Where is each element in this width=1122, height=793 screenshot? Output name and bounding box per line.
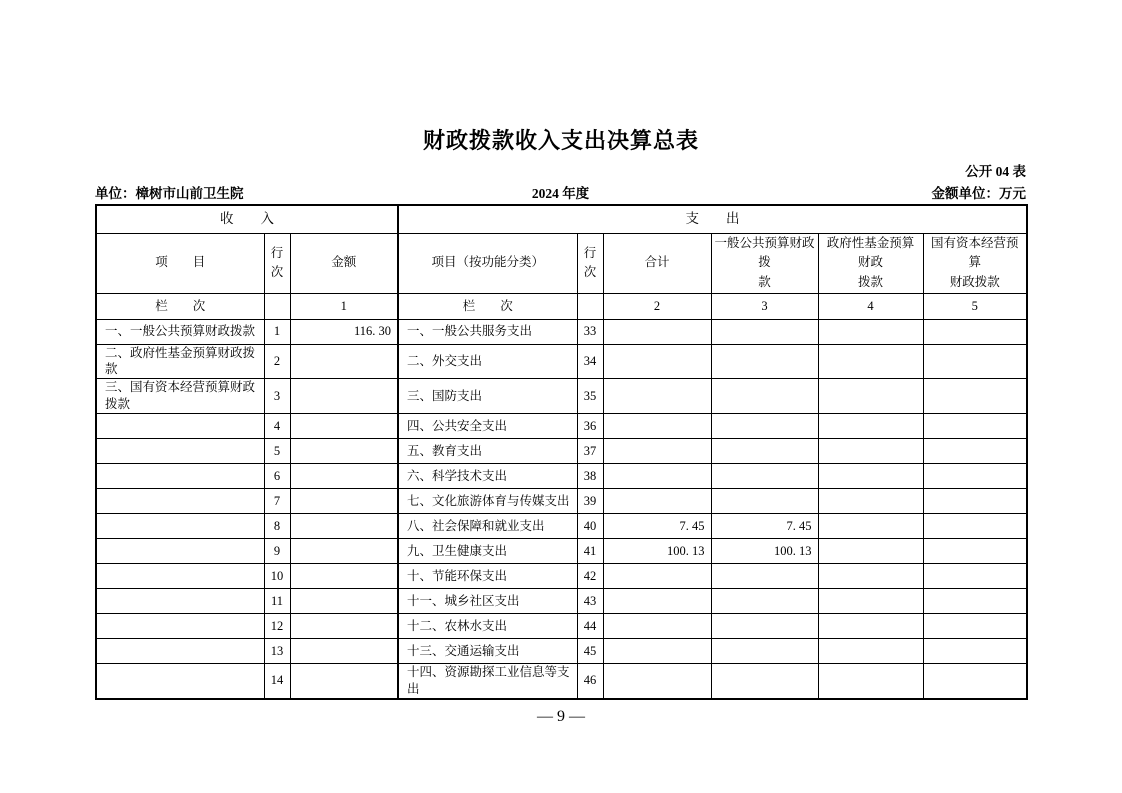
table-row [96,639,1027,664]
expense-item-cell: 七、文化旅游体育与传媒支出 [398,489,577,514]
expense-item-cell: 九、卫生健康支出 [398,539,577,564]
amount-cell [290,514,398,539]
table-row [96,514,1027,539]
state-capital-cell [923,379,1027,414]
expense-item-cell: 十、节能环保支出 [398,564,577,589]
income-rowno-cell: 14 [264,664,290,699]
income-rowno-cell: 5 [264,439,290,464]
expense-rowno-cell: 34 [577,344,603,379]
income-item-cell: 一、一般公共预算财政拨款 [96,319,264,344]
income-rowno-cell: 12 [264,614,290,639]
col-header-gov-fund: 政府性基金预算财政 拨款 [818,233,923,293]
col-header-expense-row-no: 行 次 [577,233,603,293]
total-cell [603,589,711,614]
general-public-cell [711,414,818,439]
amount-unit-label: 金额单位：万元 [931,186,1026,201]
expense-rowno-cell: 35 [577,379,603,414]
general-public-cell [711,639,818,664]
total-cell [603,344,711,379]
income-rowno-cell: 6 [264,464,290,489]
amount-cell: 116. 30 [290,319,398,344]
general-public-cell [711,614,818,639]
col-header-total: 合计 [603,233,711,293]
column-header-row [96,233,1027,293]
income-item-cell [96,539,264,564]
expense-item-cell: 三、国防支出 [398,379,577,414]
gov-fund-cell [818,414,923,439]
gov-fund-cell [818,639,923,664]
gov-fund-cell [818,589,923,614]
income-rowno-cell: 13 [264,639,290,664]
income-item-cell [96,439,264,464]
income-item-cell [96,464,264,489]
general-public-cell: 100. 13 [711,539,818,564]
income-rowno-cell: 9 [264,539,290,564]
income-item-cell [96,589,264,614]
column-index-4: 4 [818,293,923,319]
total-cell [603,614,711,639]
state-capital-cell [923,319,1027,344]
amount-cell [290,589,398,614]
state-capital-cell [923,639,1027,664]
state-capital-cell [923,464,1027,489]
state-capital-cell [923,664,1027,699]
income-rowno-cell: 10 [264,564,290,589]
table-row [96,539,1027,564]
gov-fund-cell [818,664,923,699]
expense-rowno-cell: 39 [577,489,603,514]
table-row [96,489,1027,514]
unit-label: 单位：樟树市山前卫生院 [95,186,244,201]
income-item-cell [96,639,264,664]
expense-item-cell: 十四、资源勘探工业信息等支出 [398,664,577,699]
income-index-label: 栏 次 [96,293,264,319]
expense-item-cell: 十三、交通运输支出 [398,639,577,664]
amount-cell [290,414,398,439]
amount-cell [290,539,398,564]
state-capital-cell [923,514,1027,539]
expense-rowno-cell: 41 [577,539,603,564]
col-header-income-row-no: 行 次 [264,233,290,293]
amount-cell [290,439,398,464]
total-cell [603,319,711,344]
total-cell [603,439,711,464]
expense-index-label: 栏 次 [398,293,577,319]
expense-rowno-cell: 45 [577,639,603,664]
expense-item-cell: 六、科学技术支出 [398,464,577,489]
expense-item-cell: 二、外交支出 [398,344,577,379]
gov-fund-cell [818,539,923,564]
table-row [96,614,1027,639]
total-cell: 100. 13 [603,539,711,564]
income-item-cell [96,564,264,589]
income-rowno-cell: 4 [264,414,290,439]
column-index-5: 5 [923,293,1027,319]
table-row [96,439,1027,464]
general-public-cell [711,379,818,414]
general-public-cell [711,589,818,614]
table-row [96,379,1027,414]
column-index-3: 3 [711,293,818,319]
expense-rowno-cell: 33 [577,319,603,344]
table-row [96,564,1027,589]
col-header-amount: 金额 [290,233,398,293]
gov-fund-cell [818,379,923,414]
expense-rowno-cell: 44 [577,614,603,639]
income-item-cell [96,414,264,439]
expense-item-cell: 八、社会保障和就业支出 [398,514,577,539]
expense-item-cell: 十二、农林水支出 [398,614,577,639]
amount-cell [290,379,398,414]
general-public-cell [711,489,818,514]
state-capital-cell [923,539,1027,564]
column-index-2: 2 [603,293,711,319]
gov-fund-cell [818,514,923,539]
gov-fund-cell [818,344,923,379]
amount-cell [290,464,398,489]
expense-item-cell: 五、教育支出 [398,439,577,464]
total-cell [603,414,711,439]
income-rowno-cell: 7 [264,489,290,514]
total-cell [603,464,711,489]
column-index-row [96,293,1027,319]
col-header-income-item: 项 目 [96,233,264,293]
table-row [96,414,1027,439]
total-cell [603,664,711,699]
gov-fund-cell [818,464,923,489]
table-code-label: 公开 04 表 [965,164,1026,179]
income-rowno-cell: 3 [264,379,290,414]
page-title: 财政拨款收入支出决算总表 [422,128,699,153]
total-cell [603,379,711,414]
general-public-cell: 7. 45 [711,514,818,539]
state-capital-cell [923,414,1027,439]
state-capital-cell [923,614,1027,639]
fiscal-summary-table [95,204,1028,700]
income-item-cell [96,664,264,699]
gov-fund-cell [818,439,923,464]
amount-cell [290,664,398,699]
amount-cell [290,489,398,514]
meta-row [95,182,1026,200]
income-rowno-index-blank [264,293,290,319]
general-public-cell [711,664,818,699]
expense-section-header: 支 出 [398,205,1027,233]
income-rowno-cell: 1 [264,319,290,344]
table-row [96,589,1027,614]
gov-fund-cell [818,319,923,344]
income-section-header: 收 入 [96,205,398,233]
expense-rowno-cell: 46 [577,664,603,699]
expense-item-cell: 十一、城乡社区支出 [398,589,577,614]
state-capital-cell [923,344,1027,379]
state-capital-cell [923,589,1027,614]
expense-rowno-index-blank [577,293,603,319]
total-cell [603,639,711,664]
amount-cell [290,344,398,379]
page-number: — 9 — [537,708,585,725]
table-row [96,319,1027,344]
general-public-cell [711,564,818,589]
fiscal-year-label: 2024 年度 [531,186,590,201]
income-item-cell [96,489,264,514]
general-public-cell [711,319,818,344]
expense-rowno-cell: 40 [577,514,603,539]
expense-rowno-cell: 36 [577,414,603,439]
col-header-state-capital: 国有资本经营预算 财政拨款 [923,233,1027,293]
total-cell [603,564,711,589]
expense-item-cell: 一、一般公共服务支出 [398,319,577,344]
col-header-expense-item: 项目（按功能分类） [398,233,577,293]
expense-rowno-cell: 38 [577,464,603,489]
state-capital-cell [923,439,1027,464]
amount-cell [290,614,398,639]
gov-fund-cell [818,614,923,639]
total-cell [603,489,711,514]
income-item-cell: 二、政府性基金预算财政拨款 [96,344,264,379]
income-rowno-cell: 2 [264,344,290,379]
amount-cell [290,639,398,664]
income-rowno-cell: 8 [264,514,290,539]
gov-fund-cell [818,489,923,514]
section-header-row [96,205,1027,233]
state-capital-cell [923,564,1027,589]
column-index-1: 1 [290,293,398,319]
table-row [96,344,1027,379]
income-item-cell [96,614,264,639]
general-public-cell [711,344,818,379]
col-header-general-public: 一般公共预算财政拨 款 [711,233,818,293]
table-row [96,464,1027,489]
gov-fund-cell [818,564,923,589]
total-cell: 7. 45 [603,514,711,539]
expense-rowno-cell: 42 [577,564,603,589]
income-rowno-cell: 11 [264,589,290,614]
income-item-cell [96,514,264,539]
expense-rowno-cell: 37 [577,439,603,464]
state-capital-cell [923,489,1027,514]
expense-rowno-cell: 43 [577,589,603,614]
amount-cell [290,564,398,589]
expense-item-cell: 四、公共安全支出 [398,414,577,439]
income-item-cell: 三、国有资本经营预算财政拨款 [96,379,264,414]
table-row [96,664,1027,699]
general-public-cell [711,464,818,489]
general-public-cell [711,439,818,464]
